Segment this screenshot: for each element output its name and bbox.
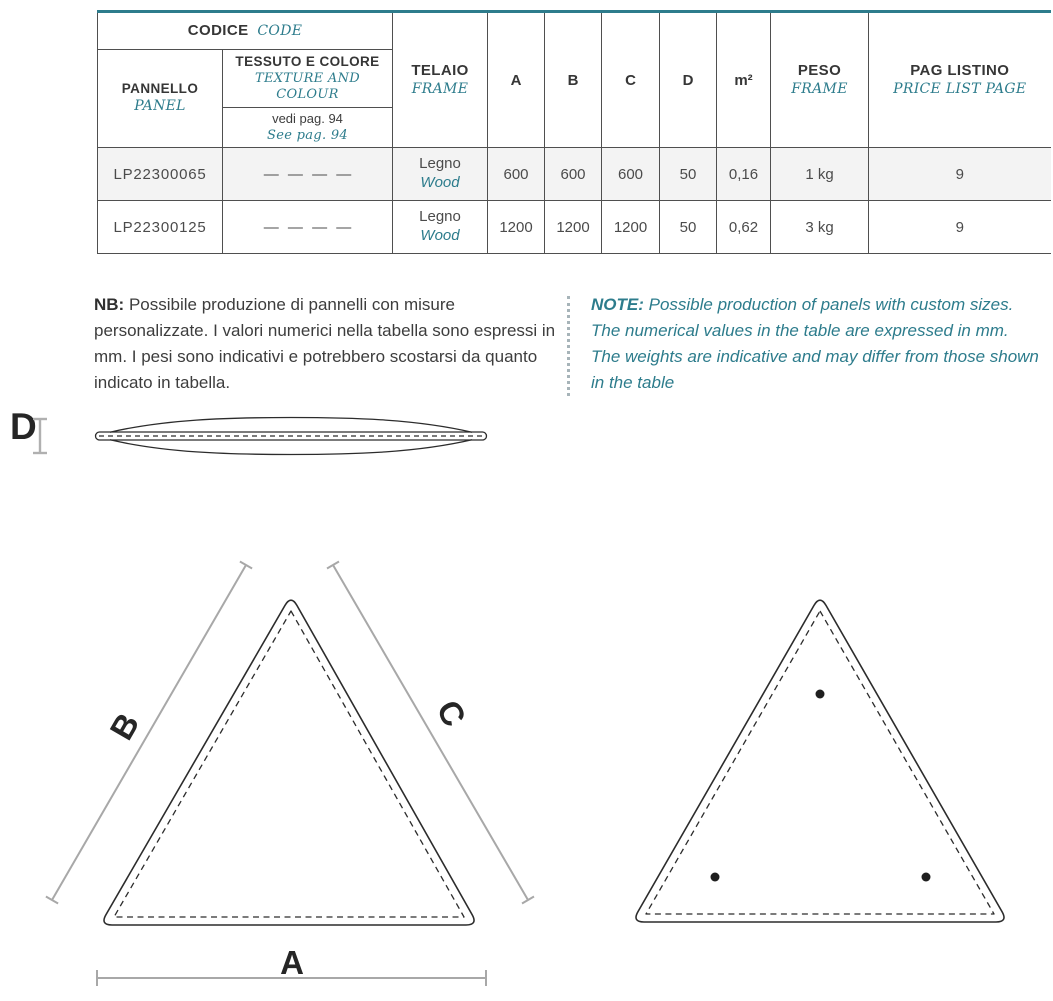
cell-texture: — — — — (223, 201, 393, 254)
note-italian-label: NB: (94, 295, 125, 314)
panel-side-profile-drawing (0, 405, 520, 467)
note-english (591, 292, 1039, 396)
cell-texture: — — — — (223, 148, 393, 201)
cell-weight: 1 kg (771, 148, 869, 201)
header-col-c: C (602, 12, 660, 148)
cell-b: 1200 (545, 201, 602, 254)
note-english-label: NOTE: (591, 295, 644, 314)
triangle-outline (104, 600, 474, 925)
header-codice (98, 12, 393, 50)
cell-code: LP22300065 (98, 148, 223, 201)
cell-page: 9 (869, 148, 1051, 201)
triangle-mounting-drawing (600, 550, 1053, 1001)
header-codice-en: CODE (257, 23, 303, 39)
notes-dotted-divider (567, 296, 570, 396)
cell-m2: 0,62 (717, 201, 771, 254)
header-pag-listino: PAG LISTINO PRICE LIST PAGE (869, 12, 1051, 148)
cell-m2: 0,16 (717, 148, 771, 201)
triangle-dimension-drawing (30, 550, 550, 1001)
triangle-seam-dashed (114, 611, 464, 917)
note-italian (94, 292, 572, 396)
cell-c: 600 (602, 148, 660, 201)
cell-frame: Legno Wood (393, 148, 488, 201)
cell-a: 600 (488, 148, 545, 201)
spec-table (97, 10, 1051, 254)
cell-frame: Legno Wood (393, 201, 488, 254)
header-col-d: D (660, 12, 717, 148)
header-col-b: B (545, 12, 602, 148)
header-telaio: TELAIO FRAME (393, 12, 488, 148)
dimension-b-label: B (102, 706, 147, 746)
header-peso: PESO FRAME (771, 12, 869, 148)
header-tessuto: TESSUTO E COLORE TEXTURE AND COLOUR (223, 50, 393, 108)
header-col-m2: m² (717, 12, 771, 148)
cell-d: 50 (660, 148, 717, 201)
cell-page: 9 (869, 201, 1051, 254)
cell-d: 50 (660, 201, 717, 254)
mounting-dot-left (711, 873, 720, 882)
cell-b: 600 (545, 148, 602, 201)
dimension-a-label: A (280, 944, 304, 981)
cell-a: 1200 (488, 201, 545, 254)
dimension-line-c (327, 562, 534, 904)
table-row (98, 201, 1051, 254)
d-measure-bracket (33, 419, 47, 453)
note-english-text: Possible production of panels with custom sizes. The numerical values in the table are expressed in mm. The weights are indicative and may differ from those shown in the table (591, 295, 1039, 392)
note-italian-text: Possibile produzione di pannelli con misure personalizzate. I valori numerici nella tabella sono espressi in mm. I pesi sono indicativi e potrebbero scostarsi da quanto indicato in tabella. (94, 295, 556, 392)
triangle-seam-dashed (646, 611, 994, 914)
header-tessuto-note: vedi pag. 94 See pag. 94 (223, 108, 393, 148)
dimension-d-label: D (10, 406, 37, 447)
mounting-dot-top (816, 690, 825, 699)
header-col-a: A (488, 12, 545, 148)
header-pannello: PANNELLO PANEL (98, 50, 223, 148)
triangle-outline (636, 600, 1004, 922)
cell-c: 1200 (602, 201, 660, 254)
dimension-c-label: C (429, 694, 474, 733)
cell-weight: 3 kg (771, 201, 869, 254)
cell-code: LP22300125 (98, 201, 223, 254)
mounting-dot-right (922, 873, 931, 882)
table-row (98, 148, 1051, 201)
header-codice-it: CODICE (187, 22, 249, 39)
